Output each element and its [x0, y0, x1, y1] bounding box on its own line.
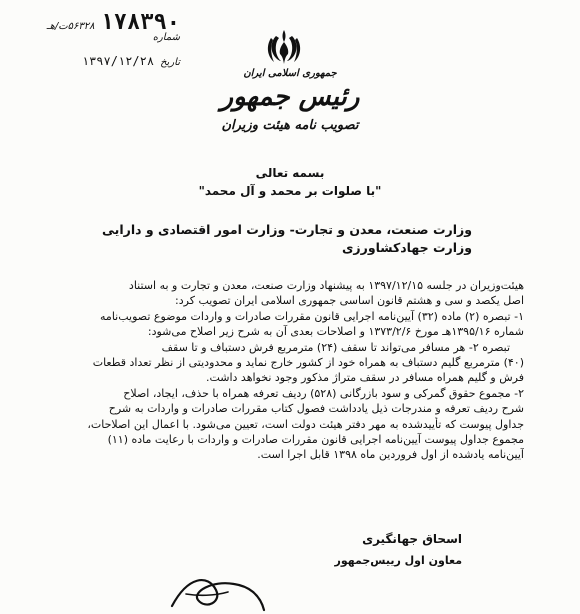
stamp-number: ۱۷۸۳۹۰	[100, 10, 180, 35]
stamp-row	[30, 10, 180, 35]
basmala-line-2: "با صلوات بر محمد و آل محمد"	[198, 184, 382, 198]
body-line: مجموع جداول پیوست آیین‌نامه اجرایی قانون مقررات صادرات و واردات با رعایت ماده (۱۱)	[107, 432, 524, 446]
signatory-name: اسحاق جهانگیری	[362, 532, 462, 546]
signatory-title: معاون اول رییس‌جمهور	[334, 554, 462, 567]
header-president: رئیس جمهور	[220, 82, 360, 112]
ref-number: ۵۶۳۲۸ت/هـ	[46, 21, 95, 32]
header-cabinet: تصویب نامه هیئت وزیران	[221, 118, 359, 133]
body-line: ۲- مجموع حقوق گمرکی و سود بازرگانی (۵۲۸) ردیف تعرفه همراه با حذف، ایجاد، اصلاح	[123, 386, 524, 400]
body-line: (۴۰) مترمربع گلیم دستباف به همراه خود از کشور خارج نماید و محدودیتی از نظر تعداد قطعات	[92, 355, 524, 369]
addressee-line-1: وزارت صنعت، معدن و تجارت- وزارت امور اقتصادی و دارایی	[102, 222, 472, 237]
body-line: آیین‌نامه یادشده از اول فروردین ماه ۱۳۹۸ قابل اجرا است.	[257, 448, 524, 462]
body-line: ۱- تبصره (۲) ماده (۳۲) آیین‌نامه اجرایی قانون مقررات صادرات و واردات موضوع تصویب‌نامه	[100, 309, 524, 323]
body-line: تبصره ۲- هر مسافر می‌تواند تا سقف (۲۴) مترمربع فرش دستباف و تا سقف	[161, 340, 510, 354]
addressee-line-2: وزارت جهادکشاورزی	[341, 240, 472, 255]
body-line: شرح ردیف تعرفه و مندرجات ذیل یادداشت فصول کتاب مقررات صادرات و واردات به شرح	[108, 402, 524, 416]
body-line: جداول پیوست که تأییدشده به مهر دفتر هیئت دولت است، تعیین می‌شود. با اعمال این اصلاحات،	[87, 417, 524, 431]
header-country: جمهوری اسلامی ایران	[243, 68, 337, 79]
body-line: هیئت‌وزیران در جلسه ۱۳۹۷/۱۲/۱۵ به پیشنهاد وزارت صنعت، معدن و تجارت و به استناد	[128, 279, 524, 292]
serial-row	[30, 32, 180, 54]
document-meta	[30, 10, 180, 76]
serial-label: شماره	[152, 32, 180, 43]
date-value: ۱۳۹۷/۱۲/۲۸	[81, 54, 155, 68]
body-line: اصل یکصد و سی و هشتم قانون اساسی جمهوری اسلامی ایران تصویب کرد:	[175, 294, 524, 308]
basmala-line-1: بسمه تعالی	[255, 166, 325, 180]
handwritten-signature	[168, 566, 268, 614]
date-label: تاریخ	[160, 57, 180, 68]
date-row	[30, 54, 180, 76]
body-line: شماره ۱۳۹۵/۱۶هـ مورخ ۱۳۷۳/۲/۶ و اصلاحات بعدی آن به شرح زیر اصلاح می‌شود:	[147, 325, 524, 339]
body-line: فرش و گلیم همراه مسافر در سقف متراژ مذکور وجود نخواهد داشت.	[205, 371, 524, 385]
resolution-body	[54, 278, 524, 463]
iran-emblem-icon	[266, 28, 302, 66]
